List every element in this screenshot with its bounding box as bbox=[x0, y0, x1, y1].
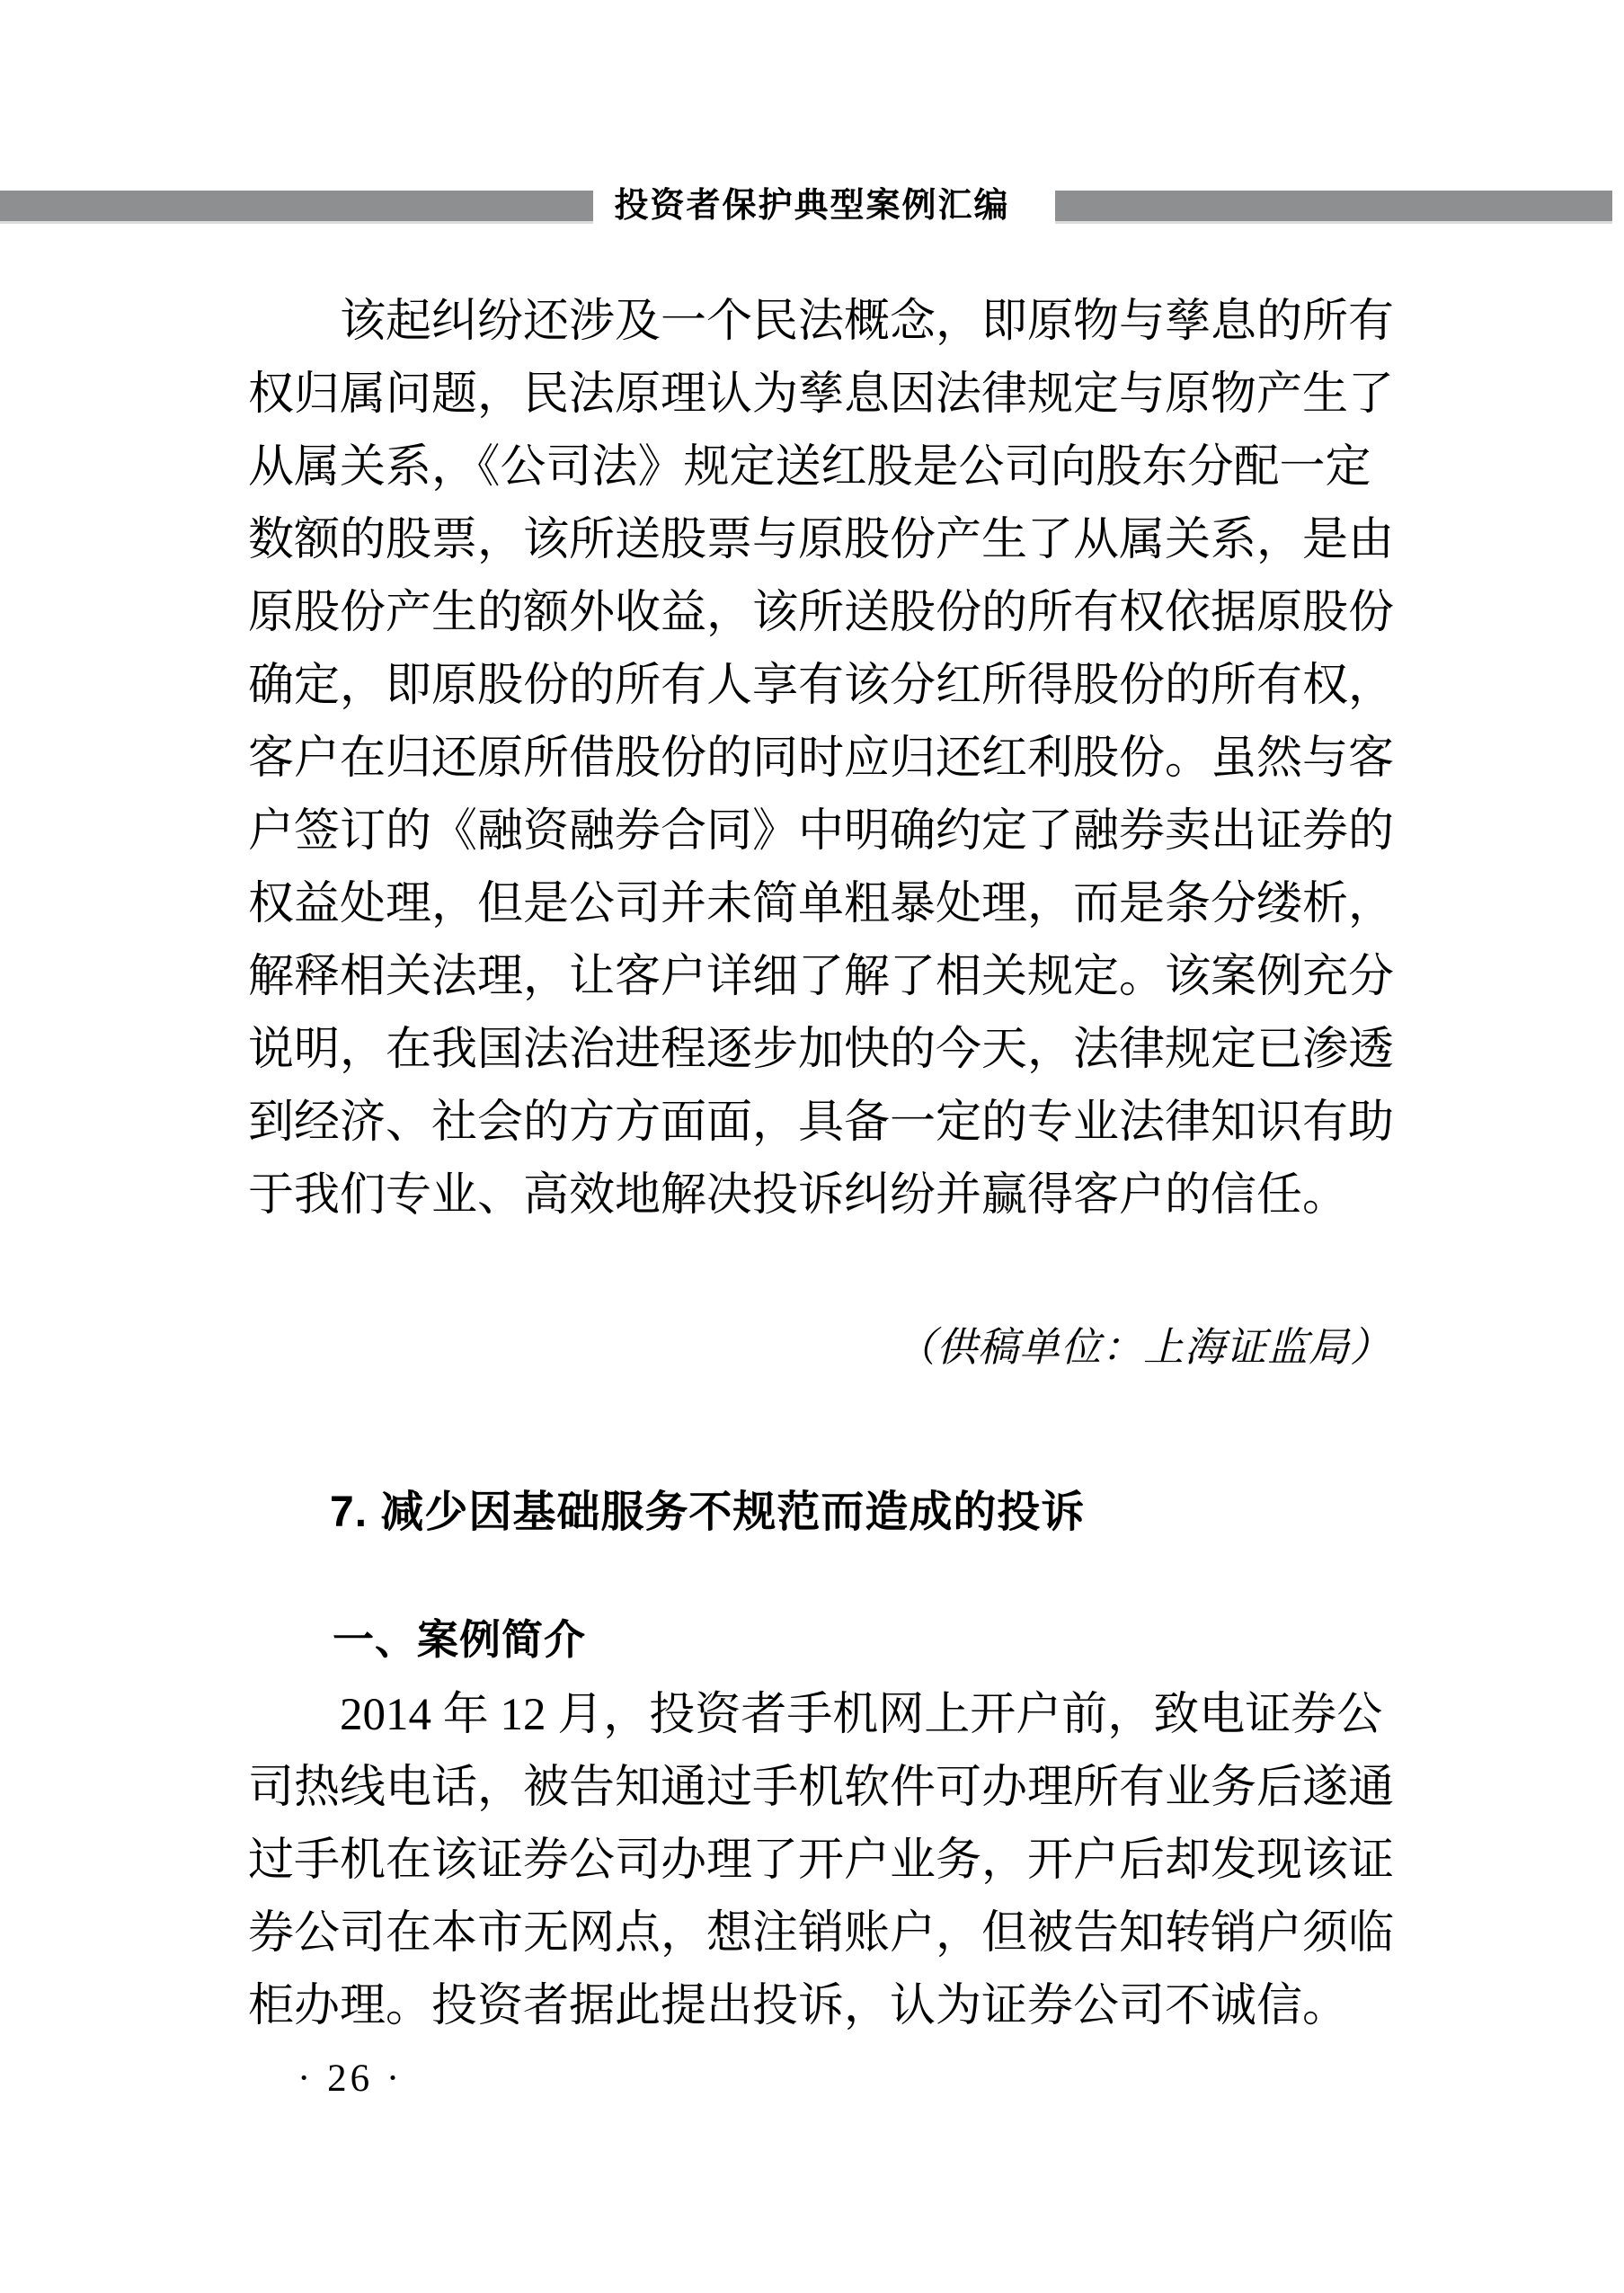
text-line: 从属关系，《公司法》规定送红股是公司向股东分配一定 bbox=[248, 442, 1371, 493]
text-line: 原股份产生的额外收益，该所送股份的所有权依据原股份 bbox=[248, 588, 1395, 638]
text-line: 到经济、社会的方方面面，具备一定的专业法律知识有助 bbox=[248, 1098, 1395, 1148]
text-line: 券公司在本市无网点，想注销账户，但被告知转销户须临 bbox=[248, 1908, 1395, 1959]
subsection-heading: 一、案例简介 bbox=[333, 1616, 586, 1663]
text-line: 于我们专业、高效地解决投诉纠纷并赢得客户的信任。 bbox=[248, 1170, 1349, 1221]
text-line: 数额的股票，该所送股票与原股份产生了从属关系，是由 bbox=[248, 515, 1395, 565]
text-line: 确定，即原股份的所有人享有该分红所得股份的所有权， bbox=[248, 661, 1395, 711]
text-line: 柜办理。投资者据此提出投诉，认为证券公司不诚信。 bbox=[248, 1981, 1349, 2031]
page-number: · 26 · bbox=[297, 2057, 404, 2100]
text-line: 权归属问题，民法原理认为孳息因法律规定与原物产生了 bbox=[248, 369, 1395, 420]
section-heading: 7. 减少因基础服务不规范而造成的投诉 bbox=[330, 1489, 1086, 1536]
attribution-line: （供稿单位：上海证监局） bbox=[894, 1325, 1391, 1370]
text-line: 权益处理，但是公司并未简单粗暴处理，而是条分缕析， bbox=[248, 879, 1395, 929]
body-paragraph-1 bbox=[248, 286, 1399, 1232]
text-line: 该起纠纷还涉及一个民法概念，即原物与孳息的所有 bbox=[340, 297, 1395, 347]
text-line: 过手机在该证券公司办理了开户业务，开户后却发现该证 bbox=[248, 1835, 1395, 1886]
text-line: 司热线电话，被告知通过手机软件可办理所有业务后遂通 bbox=[248, 1763, 1395, 1813]
text-line: 说明，在我国法治进程逐步加快的今天，法律规定已渗透 bbox=[248, 1025, 1395, 1075]
text-line: 2014 年 12 月，投资者手机网上开户前，致电证券公 bbox=[340, 1690, 1383, 1740]
text-line: 客户在归还原所借股份的同时应归还红利股份。虽然与客 bbox=[248, 733, 1395, 784]
running-header-title: 投资者保护典型案例汇编 bbox=[614, 187, 1010, 225]
text-line: 户签订的《融资融券合同》中明确约定了融券卖出证券的 bbox=[248, 806, 1395, 857]
body-paragraph-2 bbox=[248, 1679, 1399, 2043]
text-line: 解释相关法理，让客户详细了解了相关规定。该案例充分 bbox=[248, 952, 1395, 1002]
